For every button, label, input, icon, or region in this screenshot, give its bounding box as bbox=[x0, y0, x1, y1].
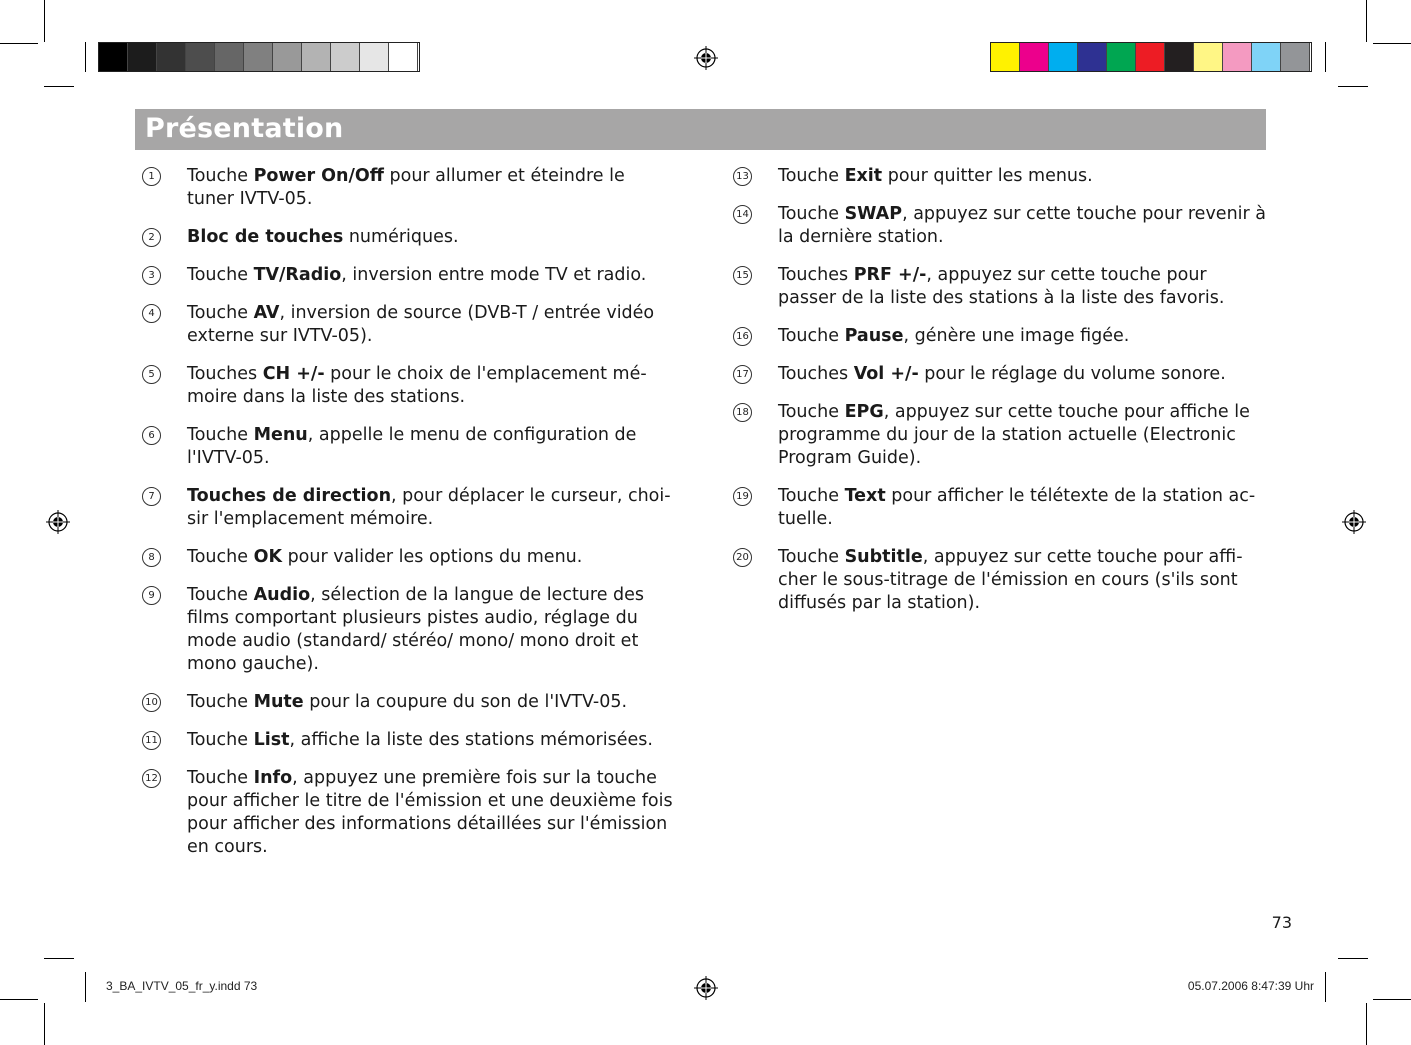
item-description: , appuyez sur cette touche pour affiche le programme du jour de la station actuelle (Electronic Program Guide). bbox=[778, 402, 1250, 468]
item-number-badge: 13 bbox=[733, 167, 752, 186]
key-name: Power On/Off bbox=[253, 166, 384, 186]
item-number-badge: 16 bbox=[733, 327, 752, 346]
grayscale-calibration-bar bbox=[98, 42, 420, 72]
item-prefix: Touche bbox=[778, 166, 845, 186]
item-prefix: Touche bbox=[187, 692, 254, 712]
list-item bbox=[142, 546, 677, 569]
color-swatch bbox=[157, 43, 186, 71]
registration-target-icon bbox=[694, 976, 718, 1000]
list-item bbox=[733, 401, 1268, 470]
left-column bbox=[142, 165, 677, 874]
item-prefix: Touche bbox=[187, 303, 254, 323]
crop-mark bbox=[44, 958, 74, 959]
list-item bbox=[142, 363, 677, 409]
item-number-badge: 11 bbox=[142, 731, 161, 750]
item-prefix: Touche bbox=[187, 768, 254, 788]
item-description: pour la coupure du son de l'IVTV-05. bbox=[303, 692, 628, 712]
page-number: 73 bbox=[1271, 913, 1292, 932]
list-item bbox=[142, 584, 677, 676]
crop-mark bbox=[44, 86, 74, 87]
item-number-badge: 7 bbox=[142, 487, 161, 506]
list-item bbox=[142, 691, 677, 714]
item-description: pour afficher le télétexte de la station ac-tuelle. bbox=[778, 486, 1256, 529]
key-name: List bbox=[253, 730, 290, 750]
item-number-badge: 15 bbox=[733, 266, 752, 285]
key-name: EPG bbox=[844, 402, 884, 422]
registration-target-icon bbox=[1342, 510, 1366, 534]
crop-mark bbox=[1373, 43, 1411, 44]
registration-target-icon bbox=[694, 46, 718, 70]
item-number-badge: 14 bbox=[733, 205, 752, 224]
color-swatch bbox=[1223, 43, 1252, 71]
list-item bbox=[733, 264, 1268, 310]
crop-mark bbox=[44, 1003, 45, 1045]
color-calibration-bar bbox=[990, 42, 1312, 72]
item-prefix: Touches bbox=[778, 265, 854, 285]
item-prefix: Touche bbox=[187, 166, 254, 186]
key-name: CH +/- bbox=[262, 364, 325, 384]
item-description: pour valider les options du menu. bbox=[282, 547, 583, 567]
item-number-badge: 5 bbox=[142, 365, 161, 384]
key-name: Info bbox=[253, 768, 293, 788]
item-prefix: Touche bbox=[187, 265, 254, 285]
item-prefix: Touches bbox=[778, 364, 854, 384]
crop-mark bbox=[85, 972, 86, 1002]
item-prefix: Touche bbox=[778, 486, 845, 506]
color-swatch bbox=[302, 43, 331, 71]
item-description: , pour déplacer le curseur, choi-sir l'emplacement mémoire. bbox=[187, 486, 671, 529]
list-item bbox=[142, 165, 677, 211]
key-name: SWAP bbox=[844, 204, 903, 224]
item-prefix: Touche bbox=[778, 402, 845, 422]
item-description: , sélection de la langue de lecture des films comportant plusieurs pistes audio, réglage du mode audio (standard/ stéréo/ mono/ mono droit et mono gauche). bbox=[187, 585, 645, 674]
crop-mark bbox=[0, 999, 38, 1000]
key-name: Touches de direction bbox=[187, 486, 392, 506]
color-swatch bbox=[128, 43, 157, 71]
list-item bbox=[142, 226, 677, 249]
item-prefix: Touche bbox=[778, 326, 845, 346]
list-item bbox=[142, 264, 677, 287]
key-name: Text bbox=[844, 486, 886, 506]
color-swatch bbox=[331, 43, 360, 71]
color-swatch bbox=[244, 43, 273, 71]
item-description: , génère une image figée. bbox=[903, 326, 1130, 346]
key-name: Subtitle bbox=[844, 547, 923, 567]
color-swatch bbox=[1194, 43, 1223, 71]
item-number-badge: 12 bbox=[142, 769, 161, 788]
list-item bbox=[733, 325, 1268, 348]
right-column bbox=[733, 165, 1268, 630]
item-number-badge: 6 bbox=[142, 426, 161, 445]
item-description: , appuyez une première fois sur la touche pour afficher le titre de l'émission et une deuxième fois pour afficher des informations détaillées sur l'émission en cours. bbox=[187, 768, 673, 857]
item-description: , inversion de source (DVB-T / entrée vidéo externe sur IVTV-05). bbox=[187, 303, 655, 346]
color-swatch bbox=[360, 43, 389, 71]
key-name: Audio bbox=[253, 585, 311, 605]
crop-mark bbox=[1325, 42, 1326, 72]
item-description: pour le réglage du volume sonore. bbox=[918, 364, 1226, 384]
key-name: OK bbox=[253, 547, 282, 567]
crop-mark bbox=[1338, 86, 1368, 87]
color-swatch bbox=[1049, 43, 1078, 71]
color-swatch bbox=[1078, 43, 1107, 71]
color-swatch bbox=[186, 43, 215, 71]
crop-mark bbox=[1366, 1003, 1367, 1045]
key-name: TV/Radio bbox=[253, 265, 342, 285]
item-description: pour quitter les menus. bbox=[882, 166, 1093, 186]
item-prefix: Touche bbox=[778, 204, 845, 224]
crop-mark bbox=[0, 43, 38, 44]
list-item bbox=[142, 485, 677, 531]
key-name: Menu bbox=[253, 425, 308, 445]
item-number-badge: 2 bbox=[142, 228, 161, 247]
list-item bbox=[142, 729, 677, 752]
color-swatch bbox=[1281, 43, 1310, 71]
color-swatch bbox=[1107, 43, 1136, 71]
item-description: , appuyez sur cette touche pour affi-cher le sous-titrage de l'émission en cours (s'ils sont diffusés par la station). bbox=[778, 547, 1243, 613]
item-description: , appuyez sur cette touche pour passer de la liste des stations à la liste des favoris. bbox=[778, 265, 1225, 308]
crop-mark bbox=[1325, 972, 1326, 1002]
item-prefix: Touche bbox=[187, 585, 254, 605]
color-swatch bbox=[1136, 43, 1165, 71]
crop-mark bbox=[44, 0, 45, 42]
item-prefix: Touche bbox=[187, 425, 254, 445]
color-swatch bbox=[215, 43, 244, 71]
list-item bbox=[733, 546, 1268, 615]
item-prefix: Touches bbox=[187, 364, 263, 384]
section-header-bar bbox=[135, 109, 1266, 150]
color-swatch bbox=[991, 43, 1020, 71]
key-name: Vol +/- bbox=[853, 364, 919, 384]
list-item bbox=[142, 424, 677, 470]
list-item bbox=[142, 302, 677, 348]
item-prefix: Touche bbox=[187, 547, 254, 567]
page-title: Présentation bbox=[145, 113, 344, 144]
crop-mark bbox=[85, 42, 86, 72]
item-number-badge: 4 bbox=[142, 304, 161, 323]
color-swatch bbox=[99, 43, 128, 71]
footer-filename: 3_BA_IVTV_05_fr_y.indd 73 bbox=[106, 979, 258, 993]
item-prefix: Touche bbox=[778, 547, 845, 567]
item-description: , inversion entre mode TV et radio. bbox=[341, 265, 647, 285]
key-name: Pause bbox=[844, 326, 904, 346]
item-description: pour le choix de l'emplacement mé-moire dans la liste des stations. bbox=[187, 364, 647, 407]
item-description: , affiche la liste des stations mémorisées. bbox=[289, 730, 653, 750]
item-number-badge: 20 bbox=[733, 548, 752, 567]
item-description: pour allumer et éteindre le tuner IVTV-05. bbox=[187, 166, 625, 209]
color-swatch bbox=[389, 43, 418, 71]
crop-mark bbox=[1338, 958, 1368, 959]
crop-mark bbox=[1373, 999, 1411, 1000]
key-name: PRF +/- bbox=[853, 265, 927, 285]
item-description: , appelle le menu de configuration de l'IVTV-05. bbox=[187, 425, 637, 468]
item-description: numériques. bbox=[343, 227, 459, 247]
item-number-badge: 8 bbox=[142, 548, 161, 567]
item-number-badge: 18 bbox=[733, 403, 752, 422]
list-item bbox=[733, 203, 1268, 249]
item-number-badge: 9 bbox=[142, 586, 161, 605]
key-name: Mute bbox=[253, 692, 304, 712]
color-swatch bbox=[1252, 43, 1281, 71]
item-description: , appuyez sur cette touche pour revenir à la dernière station. bbox=[778, 204, 1266, 247]
list-item bbox=[733, 165, 1268, 188]
footer-datetime: 05.07.2006 8:47:39 Uhr bbox=[1187, 979, 1314, 993]
item-number-badge: 3 bbox=[142, 266, 161, 285]
item-number-badge: 17 bbox=[733, 365, 752, 384]
registration-target-icon bbox=[46, 510, 70, 534]
key-name: AV bbox=[253, 303, 280, 323]
list-item bbox=[142, 767, 677, 859]
list-item bbox=[733, 485, 1268, 531]
list-item bbox=[733, 363, 1268, 386]
color-swatch bbox=[273, 43, 302, 71]
item-number-badge: 1 bbox=[142, 167, 161, 186]
item-number-badge: 10 bbox=[142, 693, 161, 712]
key-name: Exit bbox=[844, 166, 883, 186]
item-prefix: Touche bbox=[187, 730, 254, 750]
crop-mark bbox=[1366, 0, 1367, 42]
color-swatch bbox=[1165, 43, 1194, 71]
item-number-badge: 19 bbox=[733, 487, 752, 506]
color-swatch bbox=[1020, 43, 1049, 71]
key-name: Bloc de touches bbox=[187, 227, 344, 247]
